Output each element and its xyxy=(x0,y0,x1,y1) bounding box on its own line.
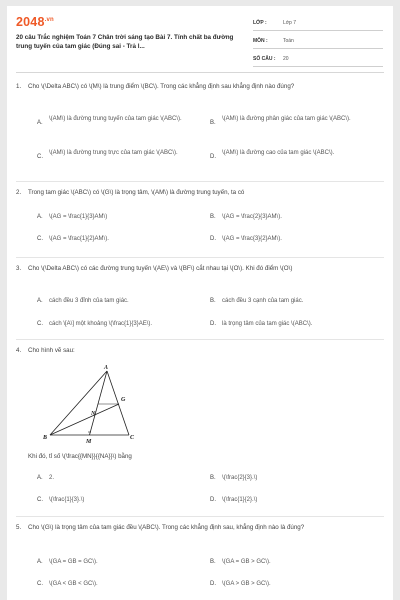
option-letter: B. xyxy=(210,298,216,304)
question-2-text-row xyxy=(16,188,384,197)
option-letter: C. xyxy=(37,581,43,587)
logo-main: 2048 xyxy=(16,15,45,29)
option-text: \(AG = \frac{2}{3}AM\). xyxy=(222,214,282,220)
option-text: \(AM\) là đường trung tuyến của tam giác \(ABC\). xyxy=(49,116,182,122)
question-4-text-row xyxy=(16,346,384,355)
question-number: 4. xyxy=(16,347,22,354)
question-number: 3. xyxy=(16,265,22,272)
site-logo[interactable] xyxy=(16,15,54,29)
mon-label: MÔN : xyxy=(253,38,268,44)
question-text: Cho \(G\) là trọng tâm của tam giác đều \(ABC\). Trong các khẳng định sau, khẳng định nào là đúng? xyxy=(28,524,305,531)
option-letter: D. xyxy=(210,321,216,327)
question-1 xyxy=(16,82,384,91)
question-number: 1. xyxy=(16,83,22,90)
option-text: \(AG = \frac{1}{2}AM\). xyxy=(49,236,109,242)
q4-option-a[interactable] xyxy=(37,474,202,483)
header xyxy=(7,6,393,70)
q1-option-c[interactable] xyxy=(37,149,212,162)
option-letter: A. xyxy=(37,559,43,565)
label-b: B xyxy=(43,435,48,441)
label-a: A xyxy=(104,365,109,371)
question-2 xyxy=(16,188,384,197)
label-g: G xyxy=(121,397,126,403)
socau-value: 20 xyxy=(283,56,289,62)
meta-box xyxy=(253,16,383,70)
label-m: M xyxy=(86,439,92,445)
question-text: Cho hình vẽ sau: xyxy=(28,347,75,354)
question-5-text-row xyxy=(16,523,384,532)
option-letter: C. xyxy=(37,236,43,242)
q4-option-d[interactable] xyxy=(210,496,380,505)
q3-option-d[interactable] xyxy=(210,320,380,329)
header-divider xyxy=(16,72,384,73)
question-text: Trong tam giác \(ABC\) có \(G\) là trọng tâm, \(AM\) là đường trung tuyến, ta có xyxy=(28,189,245,196)
question-4-after-row xyxy=(16,452,384,461)
question-4-after xyxy=(16,452,384,461)
question-divider xyxy=(16,339,384,340)
option-letter: D. xyxy=(210,497,216,503)
option-letter: A. xyxy=(37,475,43,481)
q1-option-d[interactable] xyxy=(210,149,380,162)
question-5 xyxy=(16,523,384,532)
option-letter: A. xyxy=(37,120,43,126)
document-title: 20 câu Trắc nghiệm Toán 7 Chân trời sáng tạo Bài 7. Tính chất ba đường trung tuyến của tam giác (Đúng sai - Trả l... xyxy=(16,34,234,50)
lop-label: LỚP : xyxy=(253,20,267,26)
meta-row-lop xyxy=(253,16,383,31)
option-text: \(GA > GB > GC\). xyxy=(222,581,271,587)
question-divider xyxy=(16,181,384,182)
option-letter: D. xyxy=(210,581,216,587)
q3-option-b[interactable] xyxy=(210,297,380,306)
question-number-spacer xyxy=(16,452,28,461)
question-text: Cho \(\Delta ABC\) có \(M\) là trung điểm \(BC\). Trong các khẳng định sau khẳng định nào đúng? xyxy=(28,83,295,90)
option-text: là trọng tâm của tam giác \(ABC\). xyxy=(222,321,313,327)
mon-value: Toán xyxy=(283,38,294,44)
segment-ac xyxy=(107,371,129,435)
option-letter: D. xyxy=(210,154,216,160)
triangle-figure xyxy=(43,363,138,445)
option-letter: A. xyxy=(37,214,43,220)
option-letter: B. xyxy=(210,120,216,126)
question-4 xyxy=(16,346,384,355)
option-text: \(\frac{2}{3}.\) xyxy=(222,475,258,481)
option-text: \(\frac{1}{3}.\) xyxy=(49,497,85,503)
option-text: cách đều 3 cạnh của tam giác. xyxy=(222,298,304,304)
question-1-text-row xyxy=(16,82,384,91)
option-text: \(AM\) là đường cao của tam giác \(ABC\). xyxy=(222,150,335,156)
option-text: \(\frac{1}{2}.\) xyxy=(222,497,258,503)
option-letter: B. xyxy=(210,559,216,565)
question-3 xyxy=(16,264,384,273)
meta-row-mon xyxy=(253,34,383,49)
question-divider xyxy=(16,516,384,517)
option-text: \(AG = \frac{3}{2}AM\). xyxy=(222,236,282,242)
q3-option-c[interactable] xyxy=(37,320,207,329)
question-after-text: Khi đó, tỉ số \(\frac{{MN}}{{NA}}\) bằng xyxy=(28,453,132,460)
question-number: 2. xyxy=(16,189,22,196)
q2-option-a[interactable] xyxy=(37,213,202,222)
option-text: \(AG = \frac{1}{3}AM\) xyxy=(49,214,108,220)
q2-option-b[interactable] xyxy=(210,213,380,222)
q5-option-c[interactable] xyxy=(37,580,202,589)
option-text: 2. xyxy=(49,475,55,481)
option-text: cách \[A\] một khoảng \(\frac{1}{3}AE\). xyxy=(49,321,153,327)
q4-option-b[interactable] xyxy=(210,474,380,483)
label-c: C xyxy=(130,435,135,441)
option-letter: C. xyxy=(37,497,43,503)
logo-tld: .vn xyxy=(44,16,54,23)
q1-option-b[interactable] xyxy=(210,115,380,128)
option-letter: B. xyxy=(210,214,216,220)
q4-option-c[interactable] xyxy=(37,496,202,505)
option-letter: C. xyxy=(37,154,43,160)
question-divider xyxy=(16,257,384,258)
q2-option-d[interactable] xyxy=(210,235,380,244)
document-page xyxy=(7,6,393,600)
label-n: N xyxy=(91,411,96,417)
q5-option-a[interactable] xyxy=(37,558,202,567)
option-letter: C. xyxy=(37,321,43,327)
lop-value: Lớp 7 xyxy=(283,20,297,26)
option-text: \(AM\) là đường phân giác của tam giác \(ABC\). xyxy=(222,116,351,122)
question-text: Cho \(\Delta ABC\) có các đường trung tuyến \(AE\) và \(BF\) cắt nhau tại \(O\). Khi đó điểm \(O\) xyxy=(28,265,293,272)
segment-bg xyxy=(50,404,119,435)
q5-option-b[interactable] xyxy=(210,558,380,567)
option-text: cách đều 3 đỉnh của tam giác. xyxy=(49,298,129,304)
option-text: \(GA < GB < GC\). xyxy=(49,581,98,587)
option-letter: D. xyxy=(210,236,216,242)
option-text: \(GA = GB = GC\). xyxy=(49,559,98,565)
socau-label: SỐ CÂU : xyxy=(253,56,276,62)
q5-option-d[interactable] xyxy=(210,580,380,589)
option-letter: A. xyxy=(37,298,43,304)
question-3-text-row xyxy=(16,264,384,273)
option-text: \(GA = GB > GC\). xyxy=(222,559,271,565)
option-letter: B. xyxy=(210,475,216,481)
question-number: 5. xyxy=(16,524,22,531)
q1-option-a[interactable] xyxy=(37,115,202,128)
meta-row-socau xyxy=(253,52,383,67)
q3-option-a[interactable] xyxy=(37,297,202,306)
option-text: \(AM\) là đường trung trực của tam giác \(ABC\). xyxy=(49,150,178,156)
q2-option-c[interactable] xyxy=(37,235,202,244)
